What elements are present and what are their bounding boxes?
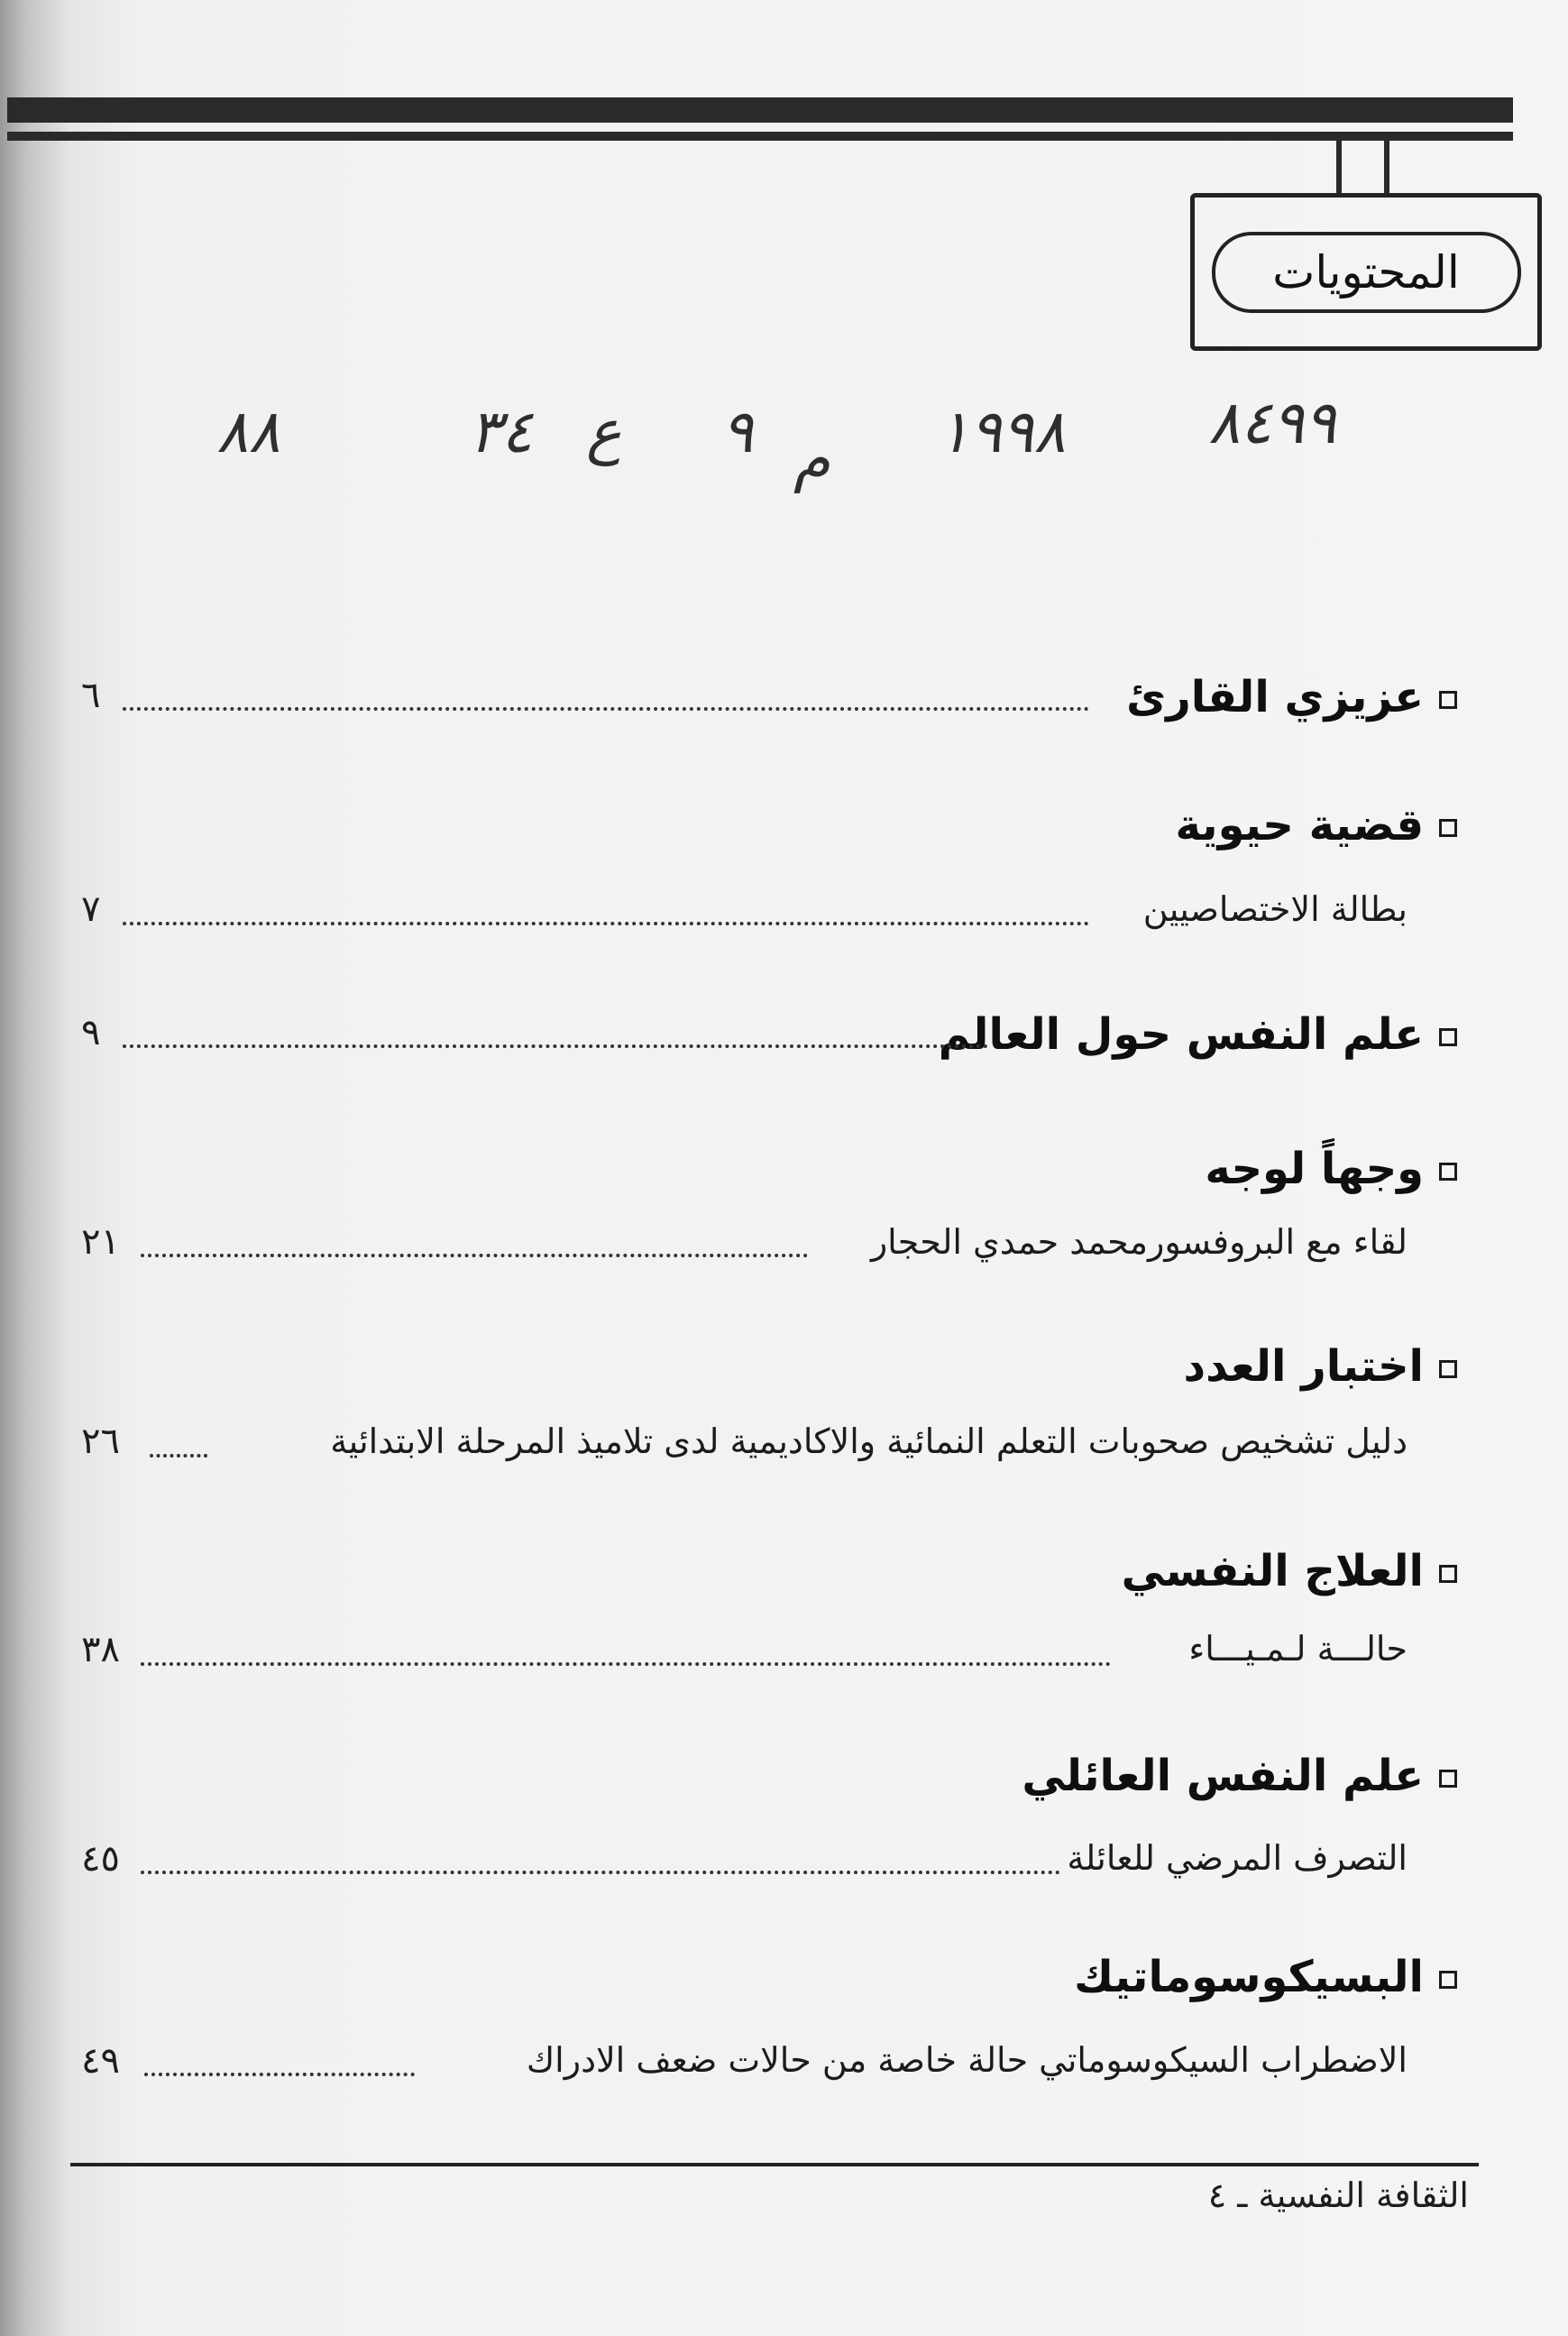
dot-leader [141,1871,1060,1874]
bullet-square-icon [1439,1360,1457,1378]
bullet-square-icon [1439,819,1457,837]
toc-subtitle: التصرف المرضي للعائلة [1067,1838,1408,1878]
dot-leader [141,1662,1111,1666]
bullet-square-icon [1439,1565,1457,1583]
toc-subtitle: لقاء مع البروفسورمحمد حمدي الحجار [870,1222,1408,1262]
bullet-square-icon [1439,1028,1457,1046]
handwritten-note-4: ٩ [721,397,754,466]
toc-page-number: ٦ [81,675,101,716]
toc-page-number: ٢٦ [81,1421,120,1462]
dot-leader [123,1044,988,1048]
footer-rule [70,2163,1479,2166]
bullet-square-icon [1439,1971,1457,1989]
toc-subtitle: حالـــة لـمـيـــاء [1188,1629,1408,1669]
dot-leader [123,707,1089,711]
toc-page-number: ٤٩ [81,2040,120,2082]
contents-title: المحتويات [1212,232,1521,313]
handwritten-note-5: م [793,424,830,493]
toc-page-number: ٧ [81,888,101,930]
bullet-square-icon [1439,1163,1457,1181]
toc-heading: العلاج النفسي [1121,1546,1424,1596]
bullet-square-icon [1439,1770,1457,1788]
title-hanger-left [1336,141,1342,197]
toc-heading: عزيزي القارئ [1126,672,1424,722]
title-hanger-right [1384,141,1389,197]
toc-heading: وجهاً لوجه [1205,1144,1424,1194]
dot-leader [150,1454,207,1458]
toc-page-number: ٢١ [81,1221,120,1263]
dot-leader [141,1254,808,1257]
toc-subtitle: دليل تشخيص صحوبات التعلم النمائية والاكاديمية لدى تلاميذ المرحلة الابتدائية [330,1421,1408,1461]
header-thin-rule [7,132,1513,141]
dot-leader [144,2073,415,2076]
toc-subtitle: بطالة الاختصاصيين [1142,889,1408,929]
handwritten-note-6: ١٩٩٨ [938,397,1066,466]
toc-heading: اختبار العدد [1183,1341,1424,1392]
toc-heading: البسيكوسوماتيك [1074,1952,1424,2002]
header-thick-rule [7,97,1513,123]
footer-page-label: الثقافة النفسية ـ ٤ [1207,2175,1469,2215]
contents-title-frame [1190,193,1542,351]
toc-page-number: ٩ [81,1012,101,1053]
toc-page-number: ٤٥ [81,1838,120,1880]
dot-leader [123,922,1089,925]
toc-subtitle: الاضطراب السيكوسوماتي حالة خاصة من حالات ضعف الادراك [526,2040,1408,2080]
toc-page-number: ٣٨ [81,1629,120,1670]
toc-heading: قضية حيوية [1175,800,1424,851]
handwritten-note-1: ٨٨ [216,397,280,466]
toc-heading: علم النفس العائلي [1022,1751,1424,1801]
toc-heading: علم النفس حول العالم [938,1009,1424,1060]
handwritten-note-7: ٨٤٩٩ [1208,388,1336,457]
handwritten-note-2: ٣٤ [469,397,533,466]
handwritten-note-3: ع [586,397,622,466]
bullet-square-icon [1439,691,1457,709]
